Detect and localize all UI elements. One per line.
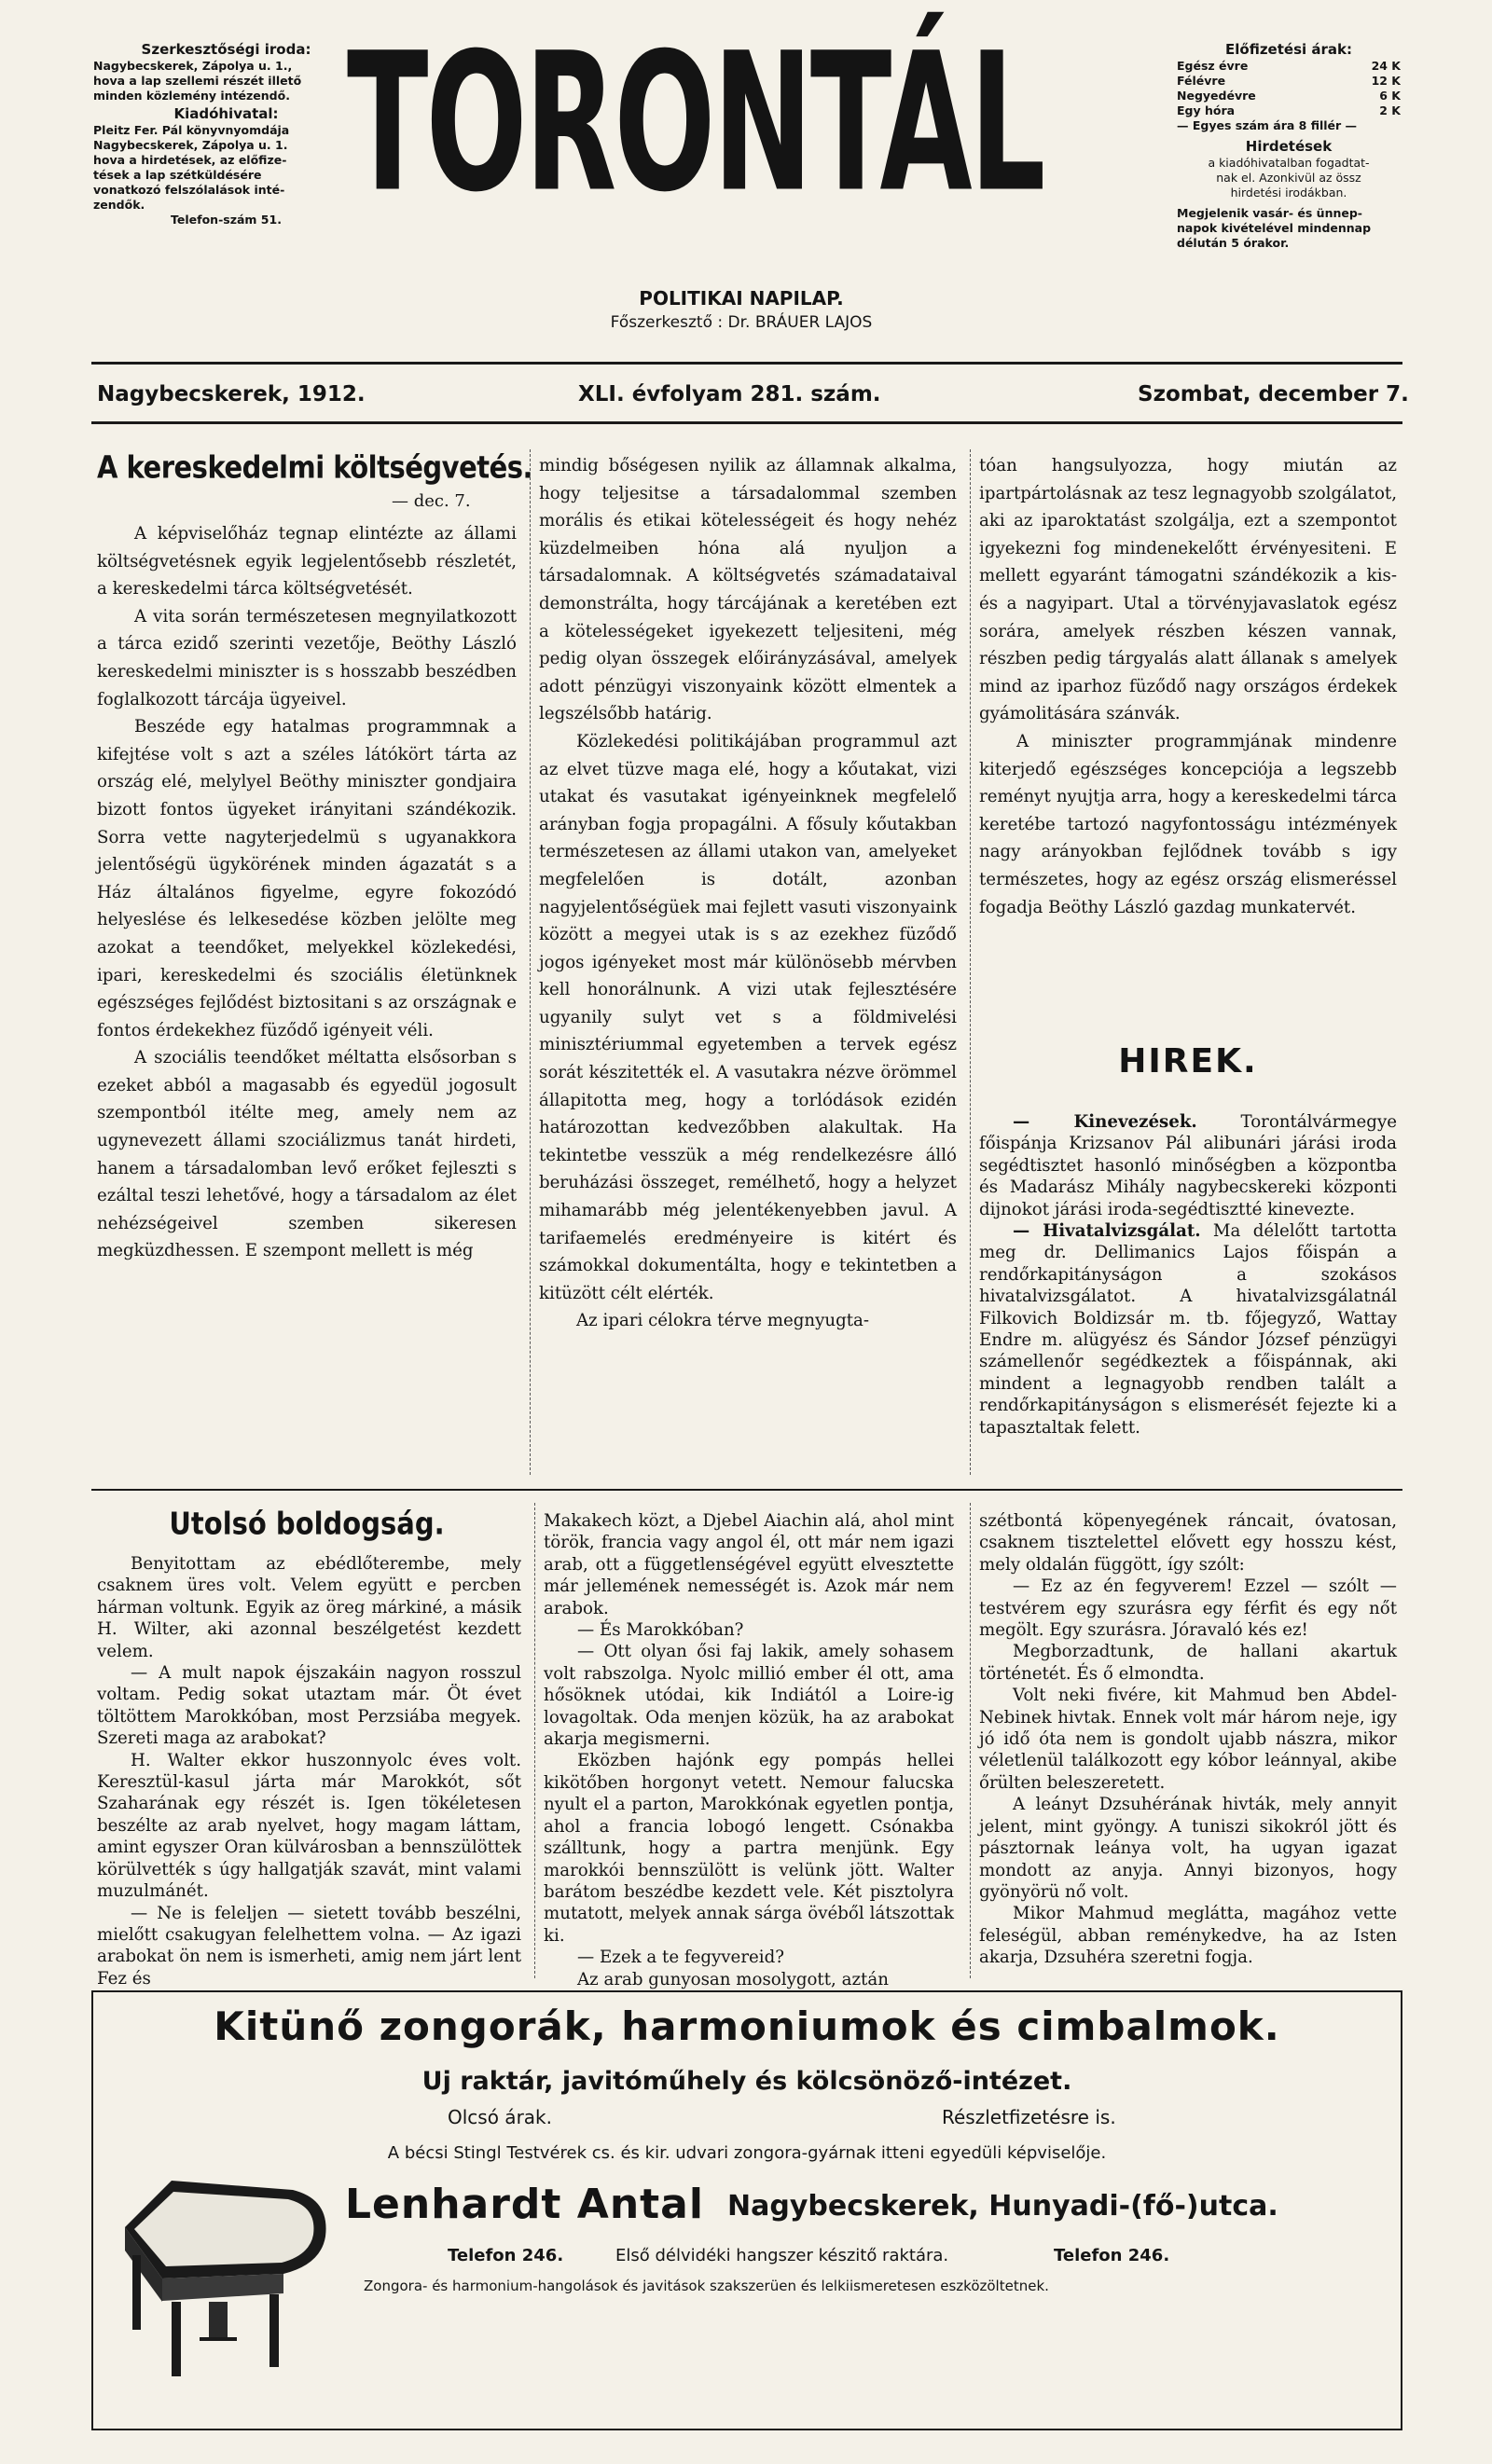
column-divider: [970, 449, 971, 1475]
paragraph: Beszéde egy hatalmas programmnak a kifejtése volt s azt a széles látókört tárta az ország elé, melylyel Beöthy miniszter gondjaira bizott fontos ügyeket irányitani szándékozik. Sorra vette nagyterjedelmü s ugyanakkora jelentőségü ügykörének minden ágazatát s a Ház általános figyelme, egyre fokozódó helyeslése és lelkesedése közben jelölte meg azokat a teendőket, melyekkel közlekedési, ipari, kereskedelmi és szociális életünknek egészséges fejlődést biztositani s az országnak e fontos érdekekhez füződő igényeit véli.: [97, 717, 517, 1040]
paragraph: H. Walter ekkor huszonnyolc éves volt. Keresztül-kasul járta már Marokkót, sőt Szaharának egy részét is. Igen tökéletesen beszélte az arab nyelvet, hogy magam láttam, amint egyszer Oran külvárosban a bennszülöttek körülvették s úgy hallgatják szavát, mint valami muzulmánét.: [97, 1750, 521, 1902]
paragraph: A leányt Dzsuhérának hivták, mely annyit jelent, mint gyöngy. A tuniszi sikokról jött és pásztornak leánya volt, ha ugyan igazat mondott az anyja. Annyi bizonyos, hogy gyönyörü nő volt.: [979, 1795, 1397, 1902]
grand-piano-icon: [106, 2162, 339, 2395]
price-label: Egész évre: [1177, 59, 1249, 73]
office-line: Nagybecskerek, Zápolya u. 1.: [93, 138, 288, 152]
news-item-text: Ma délelőtt tartotta meg dr. Dellimanics Lajos főispán a rendőrkapitányságon a szokásos hivatalvizsgálatot. A hivatalvizsgálatnál Filkovich Boldizsár m. tb. főjegyző, Wattay Endre m. alügyész és Sándor József pénzügyi számellenőr segédkeztek a főispánnak, aki mindent a legnagyobb rendben talált a rendőrkapitányságon s elismerését fejezte ki a tapasztaltak felett.: [979, 1221, 1397, 1438]
news-item-text: Torontálvármegye főispánja Krizsanov Pál alibunári járási iroda segédtisztet hasonló minőségben a központba és Madarász Mihály nagybecskereki központi dijnokot járási iroda-segédtisztté kinevezte.: [979, 1112, 1397, 1219]
editorial-heading: Szerkesztőségi iroda:: [141, 41, 311, 58]
dateline-rule: [91, 421, 1402, 424]
price-value: 2 K: [1379, 103, 1401, 117]
telephone: Telefon-szám 51.: [171, 213, 282, 227]
article-column-3: [979, 452, 1397, 921]
paragraph: tóan hangsulyozza, hogy miután az ipartpártolásnak az tesz legnagyobb szolgálatot, aki az iparoktatást szolgálja, ezt a szempontot igyekezni fog mindenekelőtt érvényesiteni. E mellett egyaránt támogatni szándékozik a kis- és a nagyipart. Utal a törvényjavaslatok egész sorára, amelyek részben készen vannak, részben pedig tárgyalás alatt állanak s amelyek mind az iparhoz füződő nagy országos érdekek gyámolitására szánvák.: [979, 456, 1397, 724]
story-column-3: [979, 1510, 1397, 1969]
notice-line: délután 5 órakor.: [1177, 236, 1290, 250]
dateline-city: Nagybecskerek, 1912.: [97, 382, 366, 406]
paragraph: A képviselőház tegnap elintézte az állami költségvetésnek egyik legjelentősebb részletét, a kereskedelmi tárca költségvetését.: [97, 524, 517, 599]
newspaper-subtitle: POLITIKAI NAPILAP.: [639, 287, 844, 310]
ad-headline: Kitünő zongorák, harmoniumok és cimbalmok.: [214, 2003, 1280, 2049]
story-column-1: [97, 1553, 521, 1989]
office-heading: Kiadóhivatal:: [173, 105, 279, 122]
ad-phone-left: Telefon 246.: [448, 2246, 564, 2265]
notice-line: Megjelenik vasár- és ünnep-: [1177, 206, 1362, 220]
paragraph: Mikor Mahmud meglátta, magához vette feleségül, abban reménykedve, ha az Isten akarja, Dzsuhéra szeretni fogja.: [979, 1904, 1397, 1968]
dateline-issue: XLI. évfolyam 281. szám.: [578, 382, 881, 406]
ad-representative: A bécsi Stingl Testvérek cs. és kir. udvari zongora-gyárnak itteni egyedüli képviselője.: [387, 2143, 1107, 2163]
column-divider: [970, 1503, 971, 1978]
advertisement: [91, 1990, 1402, 2430]
paragraph: Volt neki fivére, kit Mahmud ben Abdel-Nebinek hivtak. Ennek volt már három neje, igy jó idő óta nem is gondolt ujabb nászra, mikor véletlenül találkozott egy kóbor leánnyal, akibe őrülten beleszeretett.: [979, 1686, 1397, 1793]
paragraph: — A mult napok éjszakáin nagyon rosszul voltam. Pedig sokat utaztam már. Öt évet töltöttem Marokkóban, most Perzsiába megyek. Szereti maga az arabokat?: [97, 1663, 521, 1749]
editorial-line: minden közlemény intézendő.: [93, 89, 290, 103]
hirek-column: [979, 1111, 1397, 1438]
paragraph: Az ipari célokra térve megnyugta-: [576, 1311, 870, 1331]
office-line: zendők.: [93, 198, 145, 212]
office-line: tések a lap szétküldésére: [93, 168, 262, 182]
office-line: hova a hirdetések, az előfize-: [93, 153, 287, 167]
paragraph: Eközben hajónk egy pompás hellei kikötőben horgonyt vetett. Nemour falucska nyult el a parton, Marokkónak egyetlen pontja, ahol a francia lobogó lengett. Csónakba szálltunk, hogy a partra menjünk. Egy marokkói bennszülött is velünk jött. Walter barátom beszédbe kezdett vele. Két pisztolyra mutatott, melyek annak sárga övéből látszottak ki.: [544, 1751, 954, 1946]
price-value: 12 K: [1371, 74, 1401, 88]
price-value: 24 K: [1371, 59, 1401, 73]
paragraph: Az arab gunyosan mosolygott, aztán: [577, 1969, 889, 1989]
ad-installments: Részletfizetésre is.: [942, 2106, 1116, 2128]
hirek-title: HIREK.: [1118, 1042, 1258, 1081]
ads-line: a kiadóhivatalban fogadtat-: [1208, 156, 1370, 170]
ad-subhead: Uj raktár, javitóműhely és kölcsönöző-intézet.: [421, 2067, 1072, 2096]
price-row: [1177, 74, 1401, 89]
price-label: Félévre: [1177, 74, 1226, 88]
masthead-left: [93, 39, 359, 227]
paragraph: — Ezek a te fegyvereid?: [577, 1948, 784, 1968]
ads-heading: Hirdetések: [1245, 138, 1333, 155]
price-label: Egy hóra: [1177, 103, 1236, 117]
editorial-line: hova a lap szellemi részét illető: [93, 74, 302, 88]
column-divider: [534, 1503, 535, 1978]
price-row: [1177, 103, 1401, 118]
column-divider: [530, 449, 531, 1475]
ad-phone-right: Telefon 246.: [1054, 2246, 1170, 2265]
article-dateline: — dec. 7.: [392, 491, 471, 511]
ads-line: hirdetési irodákban.: [1230, 186, 1347, 200]
paragraph: — Ott olyan ősi faj lakik, amely sohasem volt rabszolga. Nyolc millió ember él ott, ama hősöknek utódai, kik Indiától a Loire-ig lovagoltak. Oda menjen közük, ha az arabokat akarja megismerni.: [544, 1642, 954, 1750]
paragraph: — És Marokkóban?: [577, 1620, 744, 1641]
news-item: [979, 1111, 1397, 1220]
office-line: vonatkozó felszólalások inté-: [93, 183, 285, 197]
section-rule: [91, 1489, 1402, 1491]
news-item-lead: — Hivatalvizsgálat.: [1013, 1221, 1201, 1242]
single-issue-price: — Egyes szám ára 8 fillér —: [1177, 118, 1358, 132]
editor-line: Főszerkesztő : Dr. BRÁUER LAJOS: [610, 313, 873, 332]
article-column-2: [539, 452, 957, 1335]
article-column-1: [97, 520, 517, 1265]
paragraph: A miniszter programmjának mindenre kiterjedő egészséges koncepciója a legszebb reményt nyujtja arra, hogy a kereskedelmi tárca keretébe tartozó nagyfontosságu intézmények nagy arányokban fejlődnek tovább s igy természetes, hogy az egész ország elismeréssel fogadja Beöthy László gazdag munkatervét.: [979, 731, 1397, 917]
paragraph: Benyitottam az ebédlőterembe, mely csaknem üres volt. Velem együtt e percben hárman voltunk. Egyik az öreg márkiné, a másik H. Wilter, aki azonnal beszélgetést kezdett velem.: [97, 1554, 521, 1661]
editorial-line: Nagybecskerek, Zápolya u. 1.,: [93, 59, 293, 73]
price-value: 6 K: [1379, 89, 1401, 103]
paragraph: — Ez az én fegyverem! Ezzel — szólt — testvérem egy szurásra egy férfit és egy nőt megölt. Egy szurásra. Jóravaló kés ez!: [979, 1576, 1397, 1641]
ad-brand-name: Lenhardt Antal: [345, 2181, 704, 2228]
top-rule: [91, 362, 1402, 365]
news-item-lead: — Kinevezések.: [1013, 1112, 1197, 1132]
paragraph: szétbontá köpenyegének ráncait, óvatosan, csaknem tisztelettel elővett egy hosszu kést, mely oldalán függött, így szólt:: [979, 1511, 1397, 1575]
masthead-right: [1177, 39, 1401, 251]
ad-cheap-prices: Olcsó árak.: [448, 2106, 552, 2128]
story-column-2: [544, 1510, 954, 1990]
ads-line: nak el. Azonkivül az össz: [1216, 171, 1361, 185]
newspaper-title: TORONTÁL: [347, 11, 1043, 234]
paragraph: — Ne is feleljen — sietett tovább beszélni, mielőtt csakugyan felelhettem volna. — Az igazi arabokat ön nem is ismerheti, amig nem járt lent Fez és: [97, 1903, 521, 1989]
paragraph: Makakech közt, a Djebel Aiachin alá, ahol mint török, francia vagy angol él, ott már nem igazi arab, ott a függetlenségével együtt elvesztette már jellemének nemességét is. Azok már nem arabok.: [544, 1511, 954, 1618]
ad-footer: Zongora- és harmonium-hangolások és javitások szakszerüen és lelkiismeretesen eszközöltetnek.: [364, 2278, 1049, 2294]
dateline-day: Szombat, december 7.: [1138, 382, 1409, 406]
prices-heading: Előfizetési árak:: [1225, 41, 1352, 58]
paragraph: A szociális teendőket méltatta elsősorban s ezeket abból a magasabb és egyedül jogosult szempontból itélte meg, amely nem az ugynevezett állami szociálizmus tanát hirdeti, hanem a társadalomban levő erőket fejleszti s ezáltal teszi lehetővé, hogy a társadalom az élet nehézségeivel szemben sikeresen megküzdhessen. E szempont mellett is még: [97, 1048, 517, 1261]
price-label: Negyedévre: [1177, 89, 1256, 103]
paragraph: Közlekedési politikájában programmul azt az elvet tüzve maga elé, hogy a kőutakat, vizi utakat és vasutakat igényeinknek megfelelő arányban fogja propagálni. A fősuly kőutakban természetesen az állami utakon van, amelyeket megfelelően is dotált, azonban nagyjelentőségüek mai fejlett vasuti viszonyaink között a megyei utak is s az ezekhez füződő jogos igényeket most már különösebb mérvben kell honorálnunk. A vizi utak fejlesztésére ugyanily sulyt vet s a földmivelési minisztériummal egyetemben a tervek egész sorát készitették el. A vasutakra nézve örömmel állapitotta meg, hogy a torlódások ezidén határozottan kedvezőbben alakultak. Ha tekintetbe vesszük a még rendelkezésre álló beruházási összeget, remélhető, hogy a helyzet mihamarább még jelentékenyebben javul. A tarifaemelés eredményeire is kitért és számokkal dokumentálta, hogy e tekintetben a kitüzött célt elérték.: [539, 731, 957, 1303]
paragraph: Megborzadtunk, de hallani akartuk történetét. És ő elmondta.: [979, 1642, 1397, 1684]
ad-address: Nagybecskerek, Hunyadi-(fő-)utca.: [727, 2190, 1278, 2223]
story-title: Utolsó boldogság.: [169, 1505, 445, 1542]
ad-first-store: Első délvidéki hangszer készitő raktára.: [615, 2246, 949, 2265]
news-item: [979, 1220, 1397, 1438]
price-row: [1177, 59, 1401, 74]
article-title: A kereskedelmi költségvetés.: [97, 448, 533, 486]
paragraph: A vita során természetesen megnyilatkozott a tárca ezidő szerinti vezetője, Beöthy László kereskedelmi miniszter is s hosszabb beszédben foglalkozott tárcája ügyeivel.: [97, 606, 517, 709]
office-line: Pleitz Fer. Pál könyvnyomdája: [93, 123, 290, 137]
paragraph: mindig bőségesen nyilik az államnak alkalma, hogy teljesitse a társadalommal szemben morális és etikai kötelességeit és hogy nehéz küzdelmeiben hóna alá nyuljon a társadalomnak. A költségvetés számadataival demonstrálta, hogy tárcájának a keretében ezt a kötelességeket igyekezett teljesiteni, még pedig olyan összegek előirányzásával, amelyek adott pénzügyi viszonyaink között elmentek a legszélsőbb határig.: [539, 456, 957, 724]
price-row: [1177, 89, 1401, 103]
notice-line: napok kivételével mindennap: [1177, 221, 1372, 235]
